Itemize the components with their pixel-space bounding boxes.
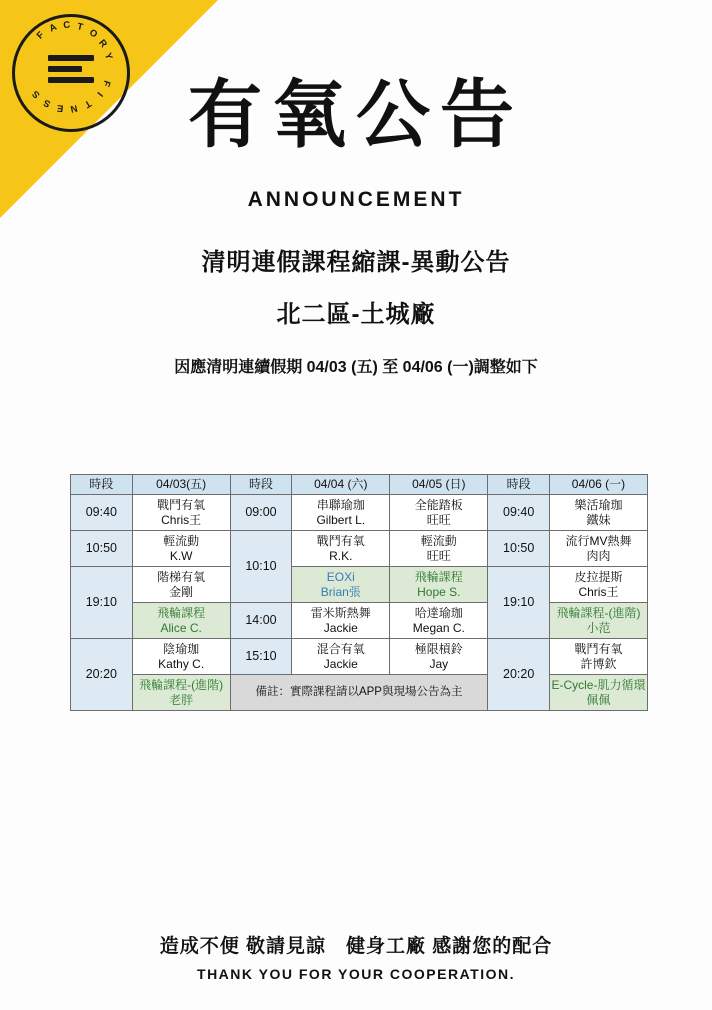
class-instructor: Chris王 bbox=[578, 584, 619, 599]
class-left-3-1 bbox=[132, 675, 230, 711]
class-instructor: Gilbert L. bbox=[316, 512, 366, 527]
class-name: 戰鬥有氧 bbox=[157, 497, 206, 512]
time-left-3: 20:20 bbox=[71, 639, 133, 711]
time-mid-0: 09:00 bbox=[230, 495, 292, 531]
time-left-0: 09:40 bbox=[71, 495, 133, 531]
table-header-row bbox=[71, 475, 648, 495]
time-mid-2: 14:00 bbox=[230, 603, 292, 639]
class-name: 輕流動 bbox=[163, 533, 200, 548]
class-instructor: Megan C. bbox=[412, 620, 465, 635]
class-name: 極限槓鈴 bbox=[414, 641, 463, 656]
class-instructor: 旺旺 bbox=[426, 548, 451, 563]
table-row bbox=[71, 567, 648, 603]
class-name: EOXi bbox=[326, 569, 355, 584]
header-time-1: 時段 bbox=[71, 475, 133, 495]
class-name: 流行MV熱舞 bbox=[565, 533, 632, 548]
table-row bbox=[71, 675, 648, 711]
class-sun-0 bbox=[390, 495, 488, 531]
footer-message-en: THANK YOU FOR YOUR COOPERATION. bbox=[197, 966, 515, 982]
class-name: E-Cycle-肌力循環 bbox=[551, 677, 646, 692]
class-instructor: R.K. bbox=[329, 548, 353, 563]
class-right-1-0 bbox=[549, 531, 647, 567]
class-instructor: 老胖 bbox=[169, 692, 194, 707]
class-sun-4 bbox=[390, 639, 488, 675]
announcement-note: 因應清明連續假期 04/03 (五) 至 04/06 (一)調整如下 bbox=[174, 359, 538, 376]
class-right-3-0 bbox=[549, 639, 647, 675]
header-day-0405: 04/05 (日) bbox=[390, 475, 488, 495]
time-right-1: 10:50 bbox=[488, 531, 550, 567]
class-name: 雷米斯熱舞 bbox=[310, 605, 371, 620]
class-name: 戰鬥有氧 bbox=[574, 641, 623, 656]
class-name: 全能踏板 bbox=[414, 497, 463, 512]
class-sat-3 bbox=[292, 603, 390, 639]
class-right-2-0 bbox=[549, 567, 647, 603]
table-row bbox=[71, 495, 648, 531]
class-name: 皮拉提斯 bbox=[574, 569, 623, 584]
class-left-0-0 bbox=[132, 495, 230, 531]
time-right-0: 09:40 bbox=[488, 495, 550, 531]
class-instructor: 鐵妹 bbox=[586, 512, 611, 527]
class-instructor: Chris王 bbox=[161, 512, 202, 527]
schedule-table bbox=[70, 474, 648, 711]
header-day-0406: 04/06 (一) bbox=[549, 475, 647, 495]
header-day-0404: 04/04 (六) bbox=[292, 475, 390, 495]
class-name: 飛輪課程 bbox=[414, 569, 463, 584]
schedule-table-wrap bbox=[70, 474, 648, 711]
class-sat-4 bbox=[292, 639, 390, 675]
logo-ring-text: F A C T O R Y F I T N E S S bbox=[29, 19, 115, 115]
class-instructor: 旺旺 bbox=[426, 512, 451, 527]
class-instructor: 許博欽 bbox=[580, 656, 617, 671]
class-sun-3 bbox=[390, 603, 488, 639]
class-name: 輕流動 bbox=[420, 533, 457, 548]
class-name: 哈達瑜珈 bbox=[414, 605, 463, 620]
class-name: 飛輪課程 bbox=[157, 605, 206, 620]
table-row bbox=[71, 531, 648, 567]
header-day-0403: 04/03(五) bbox=[132, 475, 230, 495]
time-left-1: 10:50 bbox=[71, 531, 133, 567]
class-instructor: Jackie bbox=[323, 620, 358, 635]
announcement-location: 北二區-土城廠 bbox=[276, 301, 436, 328]
class-sun-1 bbox=[390, 531, 488, 567]
class-sat-2 bbox=[292, 567, 390, 603]
class-instructor: Brian張 bbox=[320, 584, 361, 599]
class-name: 階梯有氧 bbox=[157, 569, 206, 584]
class-name: 飛輪課程-(進階) bbox=[139, 677, 224, 692]
page-title-english: ANNOUNCEMENT bbox=[247, 188, 465, 211]
class-instructor: 佩佩 bbox=[586, 692, 611, 707]
footer-message-cn: 造成不便 敬請見諒 健身工廠 感謝您的配合 bbox=[159, 936, 553, 957]
header-time-2: 時段 bbox=[230, 475, 292, 495]
class-left-1-0 bbox=[132, 531, 230, 567]
table-row bbox=[71, 603, 648, 639]
table-row bbox=[71, 639, 648, 675]
time-left-2: 19:10 bbox=[71, 567, 133, 639]
time-right-2: 19:10 bbox=[488, 567, 550, 639]
class-right-2-1 bbox=[549, 603, 647, 639]
class-instructor: Kathy C. bbox=[158, 656, 205, 671]
class-instructor: Jackie bbox=[323, 656, 358, 671]
class-right-3-1 bbox=[549, 675, 647, 711]
class-name: 戰鬥有氧 bbox=[316, 533, 365, 548]
class-left-3-0 bbox=[132, 639, 230, 675]
class-sat-1 bbox=[292, 531, 390, 567]
page-title: 有氧公告 bbox=[188, 72, 524, 158]
class-name: 混合有氧 bbox=[316, 641, 365, 656]
class-name: 樂活瑜珈 bbox=[574, 497, 623, 512]
class-instructor: Alice C. bbox=[160, 620, 202, 635]
class-instructor: 金剛 bbox=[169, 584, 194, 599]
class-instructor: Jay bbox=[429, 656, 449, 671]
class-instructor: Hope S. bbox=[417, 584, 461, 599]
schedule-remark: 備註：實際課程請以APP與現場公告為主 bbox=[230, 675, 488, 711]
header-time-3: 時段 bbox=[488, 475, 550, 495]
class-sat-0 bbox=[292, 495, 390, 531]
time-mid-3: 15:10 bbox=[230, 639, 292, 675]
class-name: 串聯瑜珈 bbox=[316, 497, 365, 512]
class-instructor: K.W bbox=[169, 548, 193, 563]
class-left-2-1 bbox=[132, 603, 230, 639]
class-name: 陰瑜珈 bbox=[163, 641, 200, 656]
class-right-0-0 bbox=[549, 495, 647, 531]
time-mid-1: 10:10 bbox=[230, 531, 292, 603]
class-sun-2 bbox=[390, 567, 488, 603]
time-right-3: 20:20 bbox=[488, 639, 550, 711]
class-left-2-0 bbox=[132, 567, 230, 603]
announcement-subject: 清明連假課程縮課-異動公告 bbox=[201, 249, 511, 276]
class-name: 飛輪課程-(進階) bbox=[556, 605, 641, 620]
class-instructor: 小范 bbox=[586, 620, 611, 635]
class-instructor: 肉肉 bbox=[586, 548, 611, 563]
